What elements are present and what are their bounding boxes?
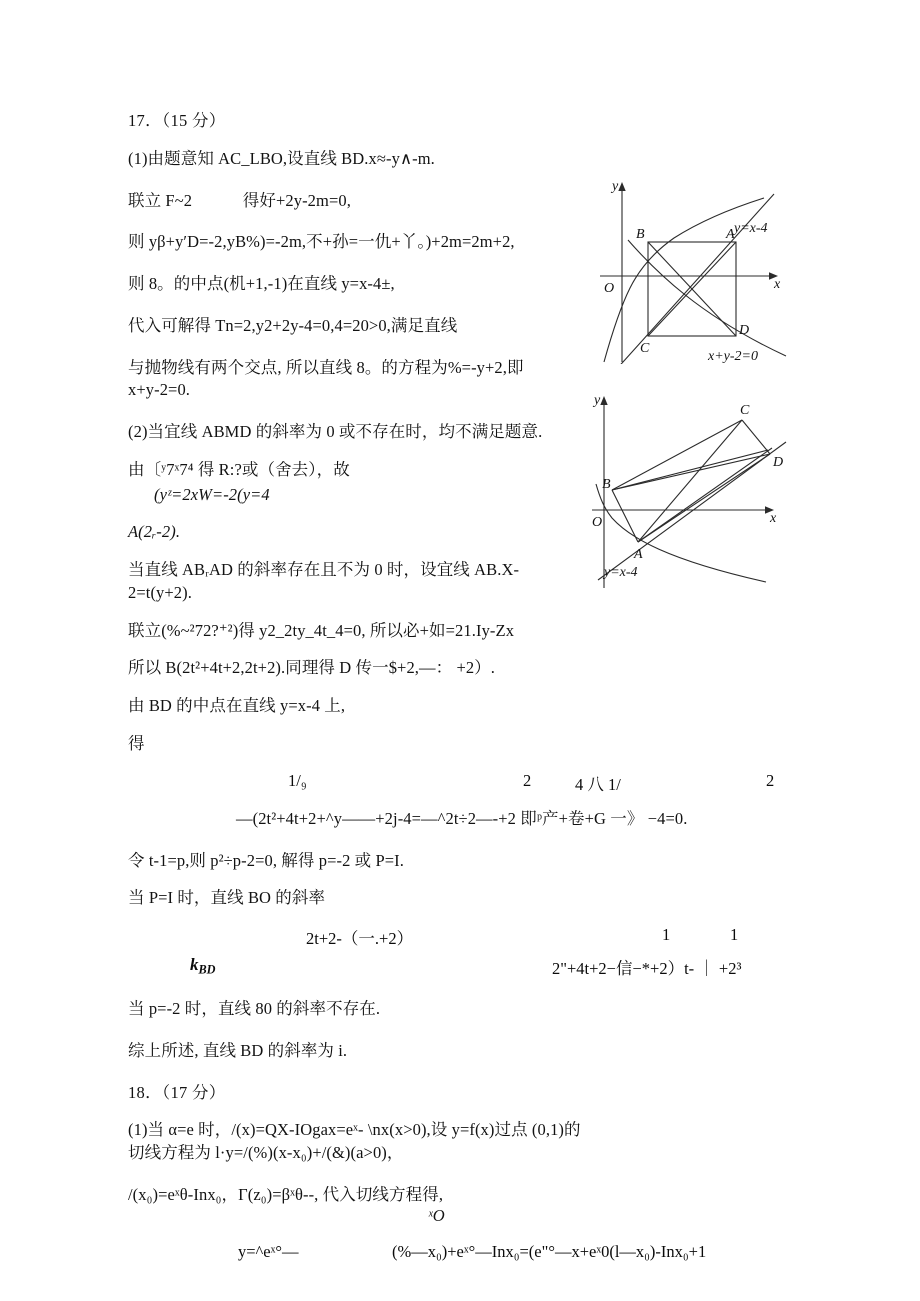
segment-da <box>638 454 770 542</box>
figure-1-point-A: A <box>726 227 735 242</box>
figure-1-line-label-2: x+y-2=0 <box>708 349 758 364</box>
problem-18-heading: 18．（17 分） <box>128 1082 226 1102</box>
kbd-formula-block <box>128 925 742 983</box>
figure-2-y-label: y <box>594 393 601 408</box>
figure-1-svg <box>596 176 792 364</box>
problem-17-when-p-line: 当 P=I 时，直线 BO 的斜率 <box>128 888 326 908</box>
problem-18-display-frag-0: y=^eˣ°— <box>238 1242 299 1262</box>
problem-18-display-frag-1: (%—x₀)+eˣ°—Inx₀=(e"°—x+eˣ0(l—x₀)-Inx₀+1 <box>392 1242 707 1262</box>
figure-1-point-D: D <box>739 323 750 338</box>
problem-17-line-6: 与抛物线有两个交点, 所以直线 8。的方程为%=-y+2,即 x+y-2=0. <box>128 357 528 400</box>
kbd-frag-2: 1 <box>730 925 739 945</box>
diagonal-bd <box>612 454 770 490</box>
display-main-equation: —(2t²+4t+2+^y——+2j-4=—^2t÷2—-+2 即ᵖ产+卷+G 一》 −4=0. <box>236 808 688 828</box>
display-numerator-1: 2 <box>523 770 532 790</box>
problem-18-line-2-tail: ˣO <box>428 1205 445 1225</box>
segment-cd <box>742 420 770 454</box>
figure-2-line-label-1: y=x-4 <box>604 565 638 580</box>
problem-17-point-a: A(2ᵣ-2). <box>128 522 181 542</box>
problem-17-substitution-line: 联立(%~²72?⁺²)得 y2_2ty_4t_4=0, 所以必+如=21.Iy-Zx <box>128 620 515 640</box>
figure-2-point-B: B <box>602 477 611 492</box>
figure-1-parabola-rectangle <box>596 176 792 364</box>
problem-17-midpoint-line: 由 BD 的中点在直线 y=x-4 上, <box>128 696 346 716</box>
display-numerator-0: 1/₉ <box>288 770 307 790</box>
y-axis-arrow <box>600 396 607 405</box>
problem-18-display-row <box>128 1242 728 1268</box>
segment-bc <box>612 420 742 490</box>
segment-ab <box>612 490 638 542</box>
problem-17-line-1: (1)由题意知 AC_LBO,设直线 BD.x≈-y∧-m. <box>128 148 435 168</box>
problem-17-heading: 17．（15 分） <box>128 111 226 130</box>
figure-1-line-label-1: y=x-4 <box>734 221 768 236</box>
kbd-label: $k_{BD}$ <box>190 955 216 977</box>
problem-17-system-line-b: (yᶻ=2xW=-2(y=4 <box>154 484 270 504</box>
y-axis-arrow <box>618 182 625 191</box>
problem-17-system-line-a: 由〔ʸ7ˣ7⁴ 得 R:?或（舍去），故 <box>128 459 350 479</box>
figure-2-parabola-quadrilateral <box>590 392 795 592</box>
figure-1-point-B: B <box>636 227 645 242</box>
figure-1-x-label: x <box>774 277 781 292</box>
kbd-frag-3: 2"+4t+2−信−*+2）t- ｜ +2³ <box>552 959 742 979</box>
figure-1-y-label: y <box>612 179 619 194</box>
problem-17-slope-line: 当直线 ABᵣAD 的斜率存在且不为 0 时，设宜线 AB.X-2=t(y+2). <box>128 560 520 602</box>
figure-2-point-A: A <box>634 547 643 562</box>
figure-1-point-C: C <box>640 341 650 356</box>
figure-2-svg <box>590 392 795 592</box>
kbd-frag-0: 2t+2-（一.+2） <box>306 929 414 949</box>
problem-18-line-2: /(x₀)=eˣθ-Inx₀，Γ(z₀)=βˣθ--, 代入切线方程得, <box>128 1184 444 1204</box>
figure-1-origin-label: O <box>604 281 615 296</box>
problem-17-result-b: 所以 B(2t²+4t+2,2t+2).同理得 D 传一$+2,—： +2）. <box>128 658 496 678</box>
problem-17-line-5: 代入可解得 Tn=2,y2+2y-4=0,4=20>0,满足直线 <box>128 315 458 335</box>
problem-17-line-3: 则 yβ+yʹD=-2,yB%)=-2m,不+孙=一仇+丫。)+2m=2m+2, <box>128 232 515 252</box>
problem-17-conclusion: 综上所述, 直线 BD 的斜率为 i. <box>128 1040 348 1060</box>
figure-2-x-label: x <box>770 511 777 526</box>
display-numerator-3: 2 <box>766 770 775 790</box>
display-numerator-2: 4 八 1/ <box>575 774 621 794</box>
chord-extra-2 <box>638 448 772 542</box>
display-numerators-row <box>128 770 775 794</box>
problem-17-part2-intro: (2)当宜线 ABMD 的斜率为 0 或不存在时，均不满足题意. <box>128 422 543 442</box>
figure-2-point-C: C <box>740 403 750 418</box>
kbd-frag-1: 1 <box>662 925 671 945</box>
problem-17-de: 得 <box>128 734 145 754</box>
problem-17-when-p2-line: 当 p=-2 时，直线 80 的斜率不存在. <box>128 999 381 1019</box>
problem-17-let-line: 令 t-1=p,则 p²÷p-2=0, 解得 p=-2 或 P=I. <box>128 850 404 870</box>
chord-extra-1 <box>612 450 768 490</box>
problem-18-line-1: (1)当 α=e 时，/(x)=QX-IOgax=eˣ- \nx(x>0),设 y=f(x)过点 (0,1)的切线方程为 l·y=/(%)(x-x₀)+/(&)(a>0)， <box>128 1120 581 1163</box>
problem-17-line-2: 联立 F~2 得好+2y-2m=0, <box>128 190 351 210</box>
figure-2-point-D: D <box>773 455 784 470</box>
problem-17-line-4: 则 8。的中点(机+1,-1)在直线 y=x-4±, <box>128 274 395 294</box>
line-y-eq-x-minus-4 <box>614 194 774 364</box>
line-y-eq-x-minus-4 <box>598 442 786 580</box>
figure-2-origin-label: O <box>592 515 603 530</box>
